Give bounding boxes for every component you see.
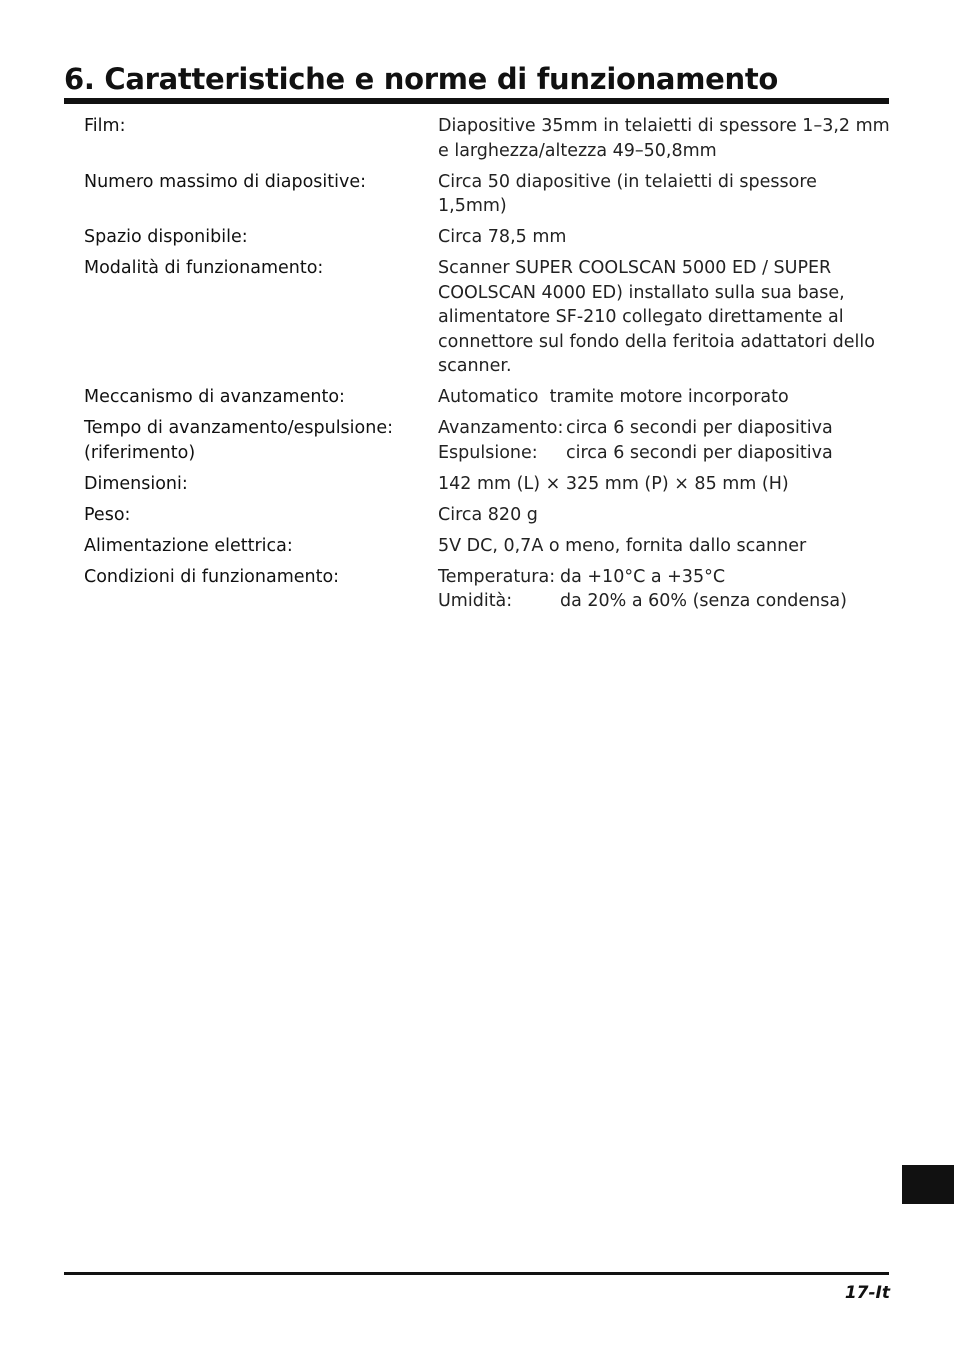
spec-label bbox=[84, 416, 438, 465]
page-number: 17-It bbox=[844, 1283, 890, 1303]
section-tab-marker bbox=[902, 1165, 954, 1204]
spec-value bbox=[438, 114, 890, 163]
sub-value: circa 6 secondi per diapositiva bbox=[566, 442, 833, 463]
spec-label: Peso: bbox=[84, 504, 131, 525]
spec-label: Spazio disponibile: bbox=[84, 227, 248, 247]
spec-label: Alimentazione elettrica: bbox=[84, 535, 293, 556]
spec-value: Circa 78,5 mm bbox=[438, 227, 567, 247]
spec-row-conditions bbox=[84, 565, 890, 614]
spec-row-feed-mechanism bbox=[84, 385, 890, 410]
spec-value: Circa 820 g bbox=[438, 504, 538, 525]
spec-row-feed-time bbox=[84, 416, 890, 465]
spec-row-operation-mode bbox=[84, 256, 890, 379]
sub-line-advance bbox=[438, 416, 890, 441]
spec-value: Circa 50 diapositive (in telaietti di spessore 1,5mm) bbox=[438, 171, 817, 216]
sub-line-temperature bbox=[438, 565, 890, 590]
spec-value: 5V DC, 0,7A o meno, fornita dallo scanner bbox=[438, 535, 807, 556]
spec-value-line: Diapositive 35mm in telaietti di spessore 1–3,2 mm bbox=[438, 116, 890, 136]
spec-row-power bbox=[84, 534, 890, 559]
spec-row-dimensions bbox=[84, 472, 890, 497]
sub-line-humidity bbox=[438, 589, 890, 614]
spec-table bbox=[84, 114, 890, 620]
spec-value-line: e larghezza/altezza 49–50,8mm bbox=[438, 140, 717, 161]
spec-row-film bbox=[84, 114, 890, 163]
spec-label: Meccanismo di avanzamento: bbox=[84, 387, 345, 407]
sub-value: da 20% a 60% (senza condensa) bbox=[560, 591, 847, 611]
spec-value: 142 mm (L) × 325 mm (P) × 85 mm (H) bbox=[438, 473, 789, 494]
spec-value bbox=[438, 416, 890, 465]
sub-key: Umidità: bbox=[438, 591, 513, 611]
sub-key: Temperatura: bbox=[438, 566, 556, 587]
sub-line-eject bbox=[438, 441, 890, 466]
spec-value-line: alimentatore SF-210 collegato direttamente al bbox=[438, 307, 844, 327]
spec-value: Automatico tramite motore incorporato bbox=[438, 387, 789, 407]
spec-label: Numero massimo di diapositive: bbox=[84, 171, 367, 192]
sub-value: circa 6 secondi per diapositiva bbox=[566, 418, 833, 438]
sub-value: da +10°C a +35°C bbox=[560, 566, 726, 587]
sub-key: Avanzamento: bbox=[438, 418, 564, 438]
spec-value bbox=[438, 256, 890, 379]
footer-rule bbox=[64, 1272, 889, 1275]
spec-row-weight bbox=[84, 503, 890, 528]
spec-label: Dimensioni: bbox=[84, 473, 188, 494]
spec-label: Condizioni di funzionamento: bbox=[84, 566, 340, 587]
page-title: 6. Caratteristiche e norme di funzionamento bbox=[64, 62, 779, 96]
sub-key: Espulsione: bbox=[438, 442, 538, 463]
spec-label: Film: bbox=[84, 116, 126, 136]
spec-label-line: (riferimento) bbox=[84, 442, 196, 463]
spec-row-space bbox=[84, 225, 890, 250]
spec-value-line: connettore sul fondo della feritoia adattatori dello bbox=[438, 331, 875, 352]
title-rule bbox=[64, 98, 889, 104]
spec-value-line: Scanner SUPER COOLSCAN 5000 ED / SUPER bbox=[438, 258, 832, 278]
spec-label-line: Tempo di avanzamento/espulsione: bbox=[84, 418, 394, 438]
spec-value-line: scanner. bbox=[438, 356, 512, 376]
spec-row-max-slides bbox=[84, 170, 890, 219]
spec-label: Modalità di funzionamento: bbox=[84, 258, 324, 278]
spec-value bbox=[438, 565, 890, 614]
spec-value-line: COOLSCAN 4000 ED) installato sulla sua base, bbox=[438, 282, 845, 303]
